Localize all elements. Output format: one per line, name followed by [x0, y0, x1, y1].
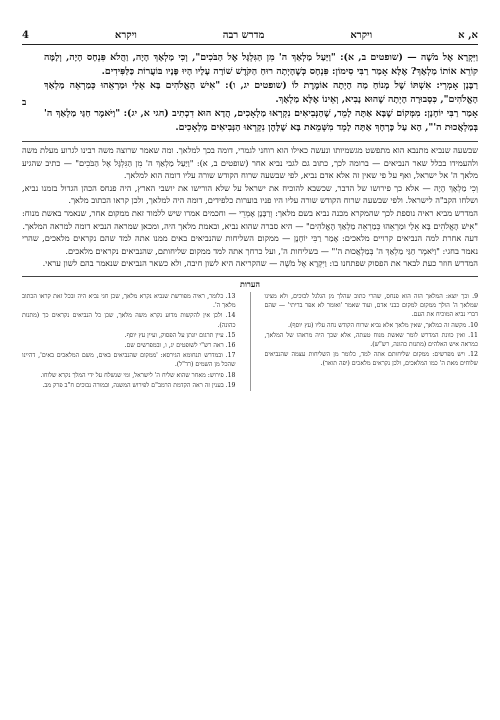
header-rule	[22, 44, 478, 45]
footnote: 11. ואין כוונת המדרש לומר שאשת מנוח טעתה, אלא שכך היה מראהו של המלאך, כמראה איש האלהים (מתנות כהונה, רש"ש).	[264, 331, 478, 348]
footnote: 15. עיין תרגום יונתן על הפסוק, ועיין עץ יוסף.	[124, 331, 236, 339]
footnotes	[22, 292, 478, 391]
commentary-block	[22, 144, 478, 270]
footnote: 9. וכך יוצא: המלאך הזה הוא פנחס, שהרי כתוב שהלך מן הגלגל לבוכים, ולא מצינו שמלאך ה' הולך ממקום למקום כבני אדם, ועוד שאמר 'ואומר לא אפר בריתי' — שהם דברי נביא המוכיח את העם.	[264, 292, 478, 319]
header-book: ויקרא	[114, 29, 137, 41]
footnotes-left-column	[22, 292, 236, 391]
commentary-paragraph: דעה אחרת למה הנביאים קרויים מלאכים: אָמַר רַבִּי יוֹחָנָן — ממקום השליחות שהנביאים באים ממנו אתה למד שהם נקראים מלאכים, שהרי נאמר בחגי: "וַיֹּאמֶר חַגַּי מַלְאַךְ ה' בְּמַלְאֲכוּת ה'" — בשליחות ה', ועל כרחך אתה למד ממקום שליחותם, שהנביאים נקראים מלאכים.	[22, 233, 478, 256]
header-work: מדרש רבה	[222, 29, 265, 41]
footnote: 18. פירוש: מאחר שהוא שליח ה' לישראל, ומי שנשלח על ידי המלך נקרא שלוחו.	[40, 371, 236, 379]
main-text-block	[22, 51, 478, 135]
footnote: 17. ובמדרש תנחומא הגירסא: 'ממקום שהנביאים באים, משם המלאכים באים', דהיינו שהכל מן השמים (רד"ל).	[22, 352, 236, 369]
header-book-right: ויקרא	[350, 29, 373, 41]
commentary-rule	[22, 141, 478, 142]
main-paragraph: אָמַר רַבִּי יוֹחָנָן: מִמְּקוֹם שֶׁבָּא אַתָּה לָמֵד, שֶׁהַנְּבִיאִים נִקְרְאוּ מַלְאָכִים, הֲדָא הוּא דִכְתִיב (חגי א, יג): "וַיֹּאמֶר חַגַּי מַלְאַךְ ה' בְּמַלְאֲכוּת ה'", הָא עַל כָּרְחָךְ אַתָּה לָמֵד מִשְּׁמֵאת בָּא שֶׁלָּהֶן נִקְרְאוּ הַנְּבִיאִים מַלְאָכִים.	[44, 108, 478, 133]
section-marker: ב	[22, 98, 27, 108]
commentary-paragraph: המדרש מביא ראיה נוספת לכך שהמקרא מכנה נביא בשם מלאך: וְרַבָּנָן אָמְרֵי — וחכמים אמרו שיש ללמוד זאת ממקום אחר, שנאמר באשת מנוח: "אִישׁ הָאֱלֹהִים בָּא אֵלַי וּמַרְאֵהוּ כְּמַרְאֵה מַלְאַךְ הָאֱלֹהִים" — היא סברה שהוא נביא, ובאמת מלאך היה, ומכאן שמראה הנביא דומה למראה המלאך.	[22, 207, 478, 231]
notes-title: הערות	[240, 278, 260, 289]
main-paragraph: רַבָּנָן אָמְרֵי: אִשְׁתּוֹ שֶׁל מָנוֹחַ מַה הָיְתָה אוֹמֶרֶת לוֹ (שופטים יג, ו): "אִישׁ הָאֱלֹהִים בָּא אֵלַי וּמַרְאֵהוּ כְּמַרְאֵה מַלְאַךְ הָאֱלֹהִים", כִּסְבוּרָה הָיְתָה שֶׁהוּא נָבִיא, וְאֵינוֹ אֶלָּא מַלְאָךְ.	[44, 80, 478, 105]
page-header	[22, 28, 478, 42]
commentary-paragraph: וְכִי מַלְאָךְ הָיָה — אלא כך פירושו של הדבר, שכשבא להוכיח את ישראל על שלא הורישו את יושבי הארץ, היה פנחס הכהן הגדול בזמנו נביא, ושלחו הקב"ה לישראל. ולפי שבשעה שרוח הקודש שורה עליו היו פניו בוערות כלפידים, דומה היה למלאך, ולכן קראו הכתוב מלאך.	[22, 182, 478, 206]
footnote: 10. מקשה זה כמלאך, שאין מלאך אלא נביא שרוח הקודש נחה עליו (עץ יוסף).	[288, 321, 478, 329]
column-divider	[250, 292, 251, 391]
main-paragraph: וַיִּקְרָא אֶל מֹשֶׁה — (שופטים ב, א): "וַיַּעַל מַלְאַךְ ה' מִן הַגִּלְגָּל אֶל הַבֹּכִים", וְכִי מַלְאָךְ הָיָה, וַהֲלֹא פִּנְחָס הָיָה, וְלָמָּה קוֹרֵא אוֹתוֹ מַלְאָךְ? אֶלָּא אָמַר רַבִּי סִימוֹן: פִּנְחָס כְּשֶׁהָיְתָה רוּחַ הַקֹּדֶשׁ שׁוֹרָה עָלָיו הָיוּ פָּנָיו בּוֹעֲרוֹת כַּלַּפִּידִים.	[44, 52, 478, 77]
footnote: 14. ולכן אין להקשות מדוע נקרא משה מלאך, שכן כל הנביאים נקראים כך (מתנות כהונה).	[22, 312, 236, 329]
footnote: 13. כלומר, ראיה מפורשת שנביא נקרא מלאך, שכן חגי נביא היה ובכל זאת קראו הכתוב מלאך ה'.	[22, 292, 236, 310]
notes-rule	[22, 276, 478, 277]
commentary-paragraph: המדרש חוזר כעת לבאר את הפסוק שפתחנו בו: וַיִּקְרָא אֶל מֹשֶׁה — שהקריאה היא לשון חיבה, ולא כשאר הנביאים שנאמר בהם לשון עראי.	[42, 258, 478, 269]
footnotes-right-column	[265, 292, 479, 391]
page-number: 4	[22, 29, 29, 41]
commentary-paragraph: שבשעה שנביא מתנבא הוא מתפשט מגשמיותו ונעשה כאילו הוא רוחני לגמרי, דומה בכך למלאך. ומה שאמר שרוצה משה רבינו לגרוע מעלת משה ולהעמידו בכלל שאר הנביאים — ברומה לכך, כתוב גם לגבי נביא אחר (שופטים ב, א): "וַיַּעַל מַלְאַךְ ה' מִן הַגִּלְגָּל אֶל הַבֹּכִים" — כתיב שהגיע מלאך ה' אל ישראל, ואף על פי שאין זה אלא אדם נביא, לפי שבשעה שרוח הקודש שורה עליו דומה הוא למלאך.	[22, 145, 478, 181]
footnote: 16. ראה רש"י לשופטים יג, ו, ובמפרשים שם.	[124, 341, 236, 349]
footnote: 12. ויש מפרשים: ממקום שליחותם אתה למד, כלומר מן השליחות עצמה שהנביאים שלוחים מאת ה' כמו המלאכים, ולכן נקראים מלאכים (יפה תואר).	[264, 351, 478, 368]
header-chapter-ref: א, א	[458, 29, 478, 41]
footnote: 19. בענין זה ראה הקדמת הרמב"ם לפירוש המשנה, ובמורה נבוכים ח"ב פרק מב.	[42, 381, 236, 389]
